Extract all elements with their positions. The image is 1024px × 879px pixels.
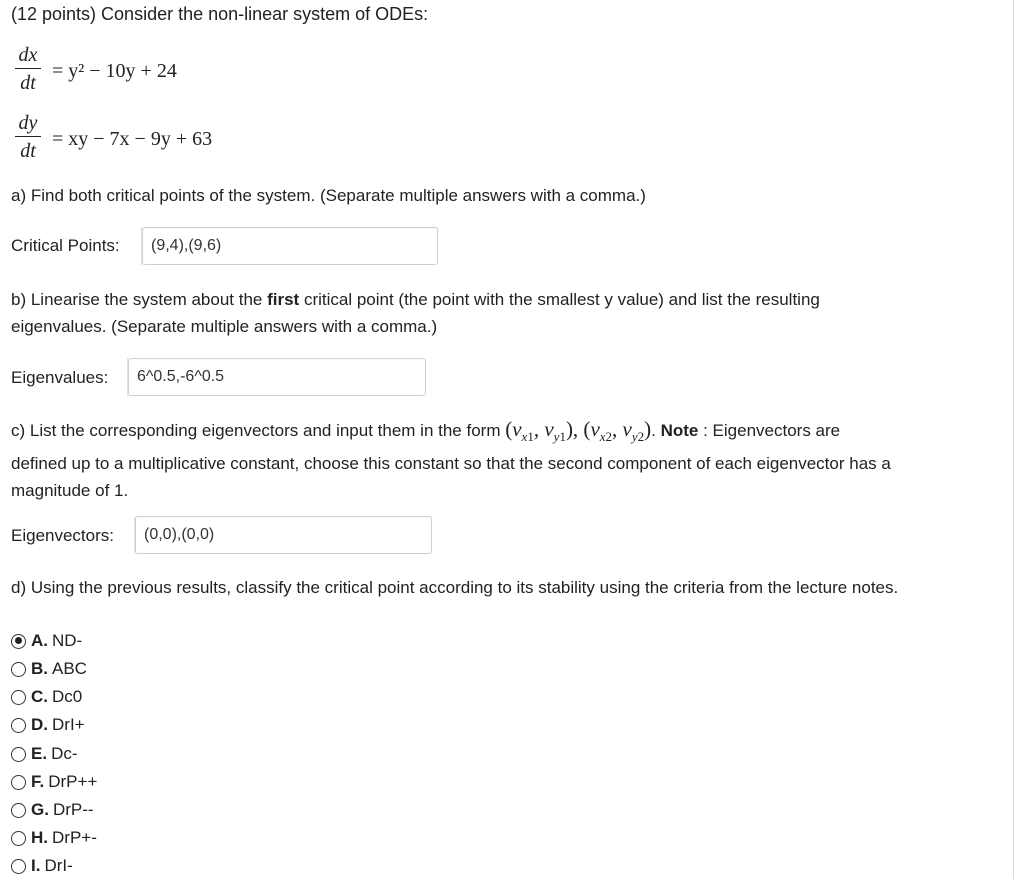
equation-1-fraction	[15, 44, 41, 94]
critical-points-input[interactable]: (9,4),(9,6)	[142, 227, 438, 265]
radio-checked-icon[interactable]	[11, 634, 26, 649]
option-text: ABC	[52, 659, 87, 678]
part-c-prompt-line2: defined up to a multiplicative constant, choose this constant so that the second component of each eigenvector has a	[11, 454, 891, 474]
radio-icon[interactable]	[11, 718, 26, 733]
part-c-prompt-pre: c) List the corresponding eigenvectors and input them in the form	[11, 421, 506, 440]
eigenvectors-input[interactable]: (0,0),(0,0)	[135, 516, 432, 554]
option-c[interactable]	[11, 685, 82, 709]
option-i[interactable]	[11, 854, 73, 878]
equation-1-denominator: dt	[20, 72, 36, 94]
option-letter: F.	[31, 772, 45, 791]
radio-icon[interactable]	[11, 775, 26, 790]
part-b-prompt-bold: first	[267, 290, 300, 309]
option-text: DrI+	[52, 715, 85, 734]
option-letter: A.	[31, 631, 48, 650]
option-text: DrI-	[44, 856, 73, 875]
radio-icon[interactable]	[11, 662, 26, 677]
equation-1-rhs	[52, 60, 177, 83]
option-letter: D.	[31, 715, 48, 734]
radio-icon[interactable]	[11, 747, 26, 762]
option-letter: E.	[31, 744, 48, 763]
part-d-prompt: d) Using the previous results, classify the critical point according to its stability using the criteria from the lecture notes.	[11, 578, 899, 597]
part-c-note-label: Note	[660, 421, 699, 440]
part-c-prompt: c) List the corresponding eigenvectors and input them in the form ($v_{x1}$, $v_{y1}$), ($v_{x2}$, $v_{y2}$). Note : Eigenvectors are defined up to a multiplicative constant, choose this constant so that the second component of each eigenvector has a magnitude of 1.	[11, 417, 891, 501]
part-a-prompt: a) Find both critical points of the system. (Separate multiple answers with a comma.)	[11, 186, 646, 205]
option-f[interactable]	[11, 770, 97, 794]
option-letter: H.	[31, 828, 48, 847]
radio-icon[interactable]	[11, 859, 26, 874]
option-text: DrP++	[48, 772, 98, 791]
radio-icon[interactable]	[11, 831, 26, 846]
option-d[interactable]	[11, 713, 85, 737]
part-c-prompt-line3: magnitude of 1.	[11, 481, 129, 501]
option-text: Dc0	[52, 687, 83, 706]
equation-2-rhs-text: = xy − 7x − 9y + 63	[52, 128, 213, 150]
question-header: (12 points) Consider the non-linear system of ODEs:	[11, 4, 429, 24]
eigenvectors-label: Eigenvectors:	[11, 526, 114, 545]
part-c-note-post: : Eigenvectors are	[698, 421, 841, 440]
critical-points-label: Critical Points:	[11, 236, 120, 255]
radio-icon[interactable]	[11, 690, 26, 705]
option-h[interactable]	[11, 826, 97, 850]
equation-2-rhs	[52, 128, 212, 151]
part-b-prompt-line2: eigenvalues. (Separate multiple answers with a comma.)	[11, 317, 438, 336]
eigenvalues-label: Eigenvalues:	[11, 368, 109, 387]
equation-2-numerator: dy	[18, 112, 38, 134]
panel-border	[1013, 0, 1014, 879]
part-b-prompt-pre: b) Linearise the system about the	[11, 290, 268, 309]
option-text: DrP+-	[52, 828, 97, 847]
option-text: ND-	[52, 631, 83, 650]
eigenvector-form-math: ($v_{x1}$, $v_{y1}$), ($v_{x2}$, $v_{y2}$)	[505, 417, 652, 445]
option-text: DrP--	[52, 800, 94, 819]
option-letter: C.	[31, 687, 48, 706]
option-e[interactable]	[11, 742, 78, 766]
radio-icon[interactable]	[11, 803, 26, 818]
equation-1-numerator: dx	[18, 44, 38, 66]
option-b[interactable]	[11, 657, 87, 681]
option-text: Dc-	[51, 744, 78, 763]
equation-2-denominator: dt	[20, 140, 36, 162]
option-letter: G.	[31, 800, 49, 819]
option-a[interactable]	[11, 629, 82, 653]
option-letter: B.	[31, 659, 48, 678]
eigenvalues-input[interactable]: 6^0.5,-6^0.5	[128, 358, 426, 396]
option-g[interactable]	[11, 798, 94, 822]
part-b-prompt	[11, 286, 996, 340]
part-b-prompt-post: critical point (the point with the smallest y value) and list the resulting	[299, 290, 820, 309]
equation-2-fraction	[15, 112, 41, 162]
option-letter: I.	[31, 856, 41, 875]
equation-1-rhs-text: = y² − 10y + 24	[52, 60, 177, 82]
